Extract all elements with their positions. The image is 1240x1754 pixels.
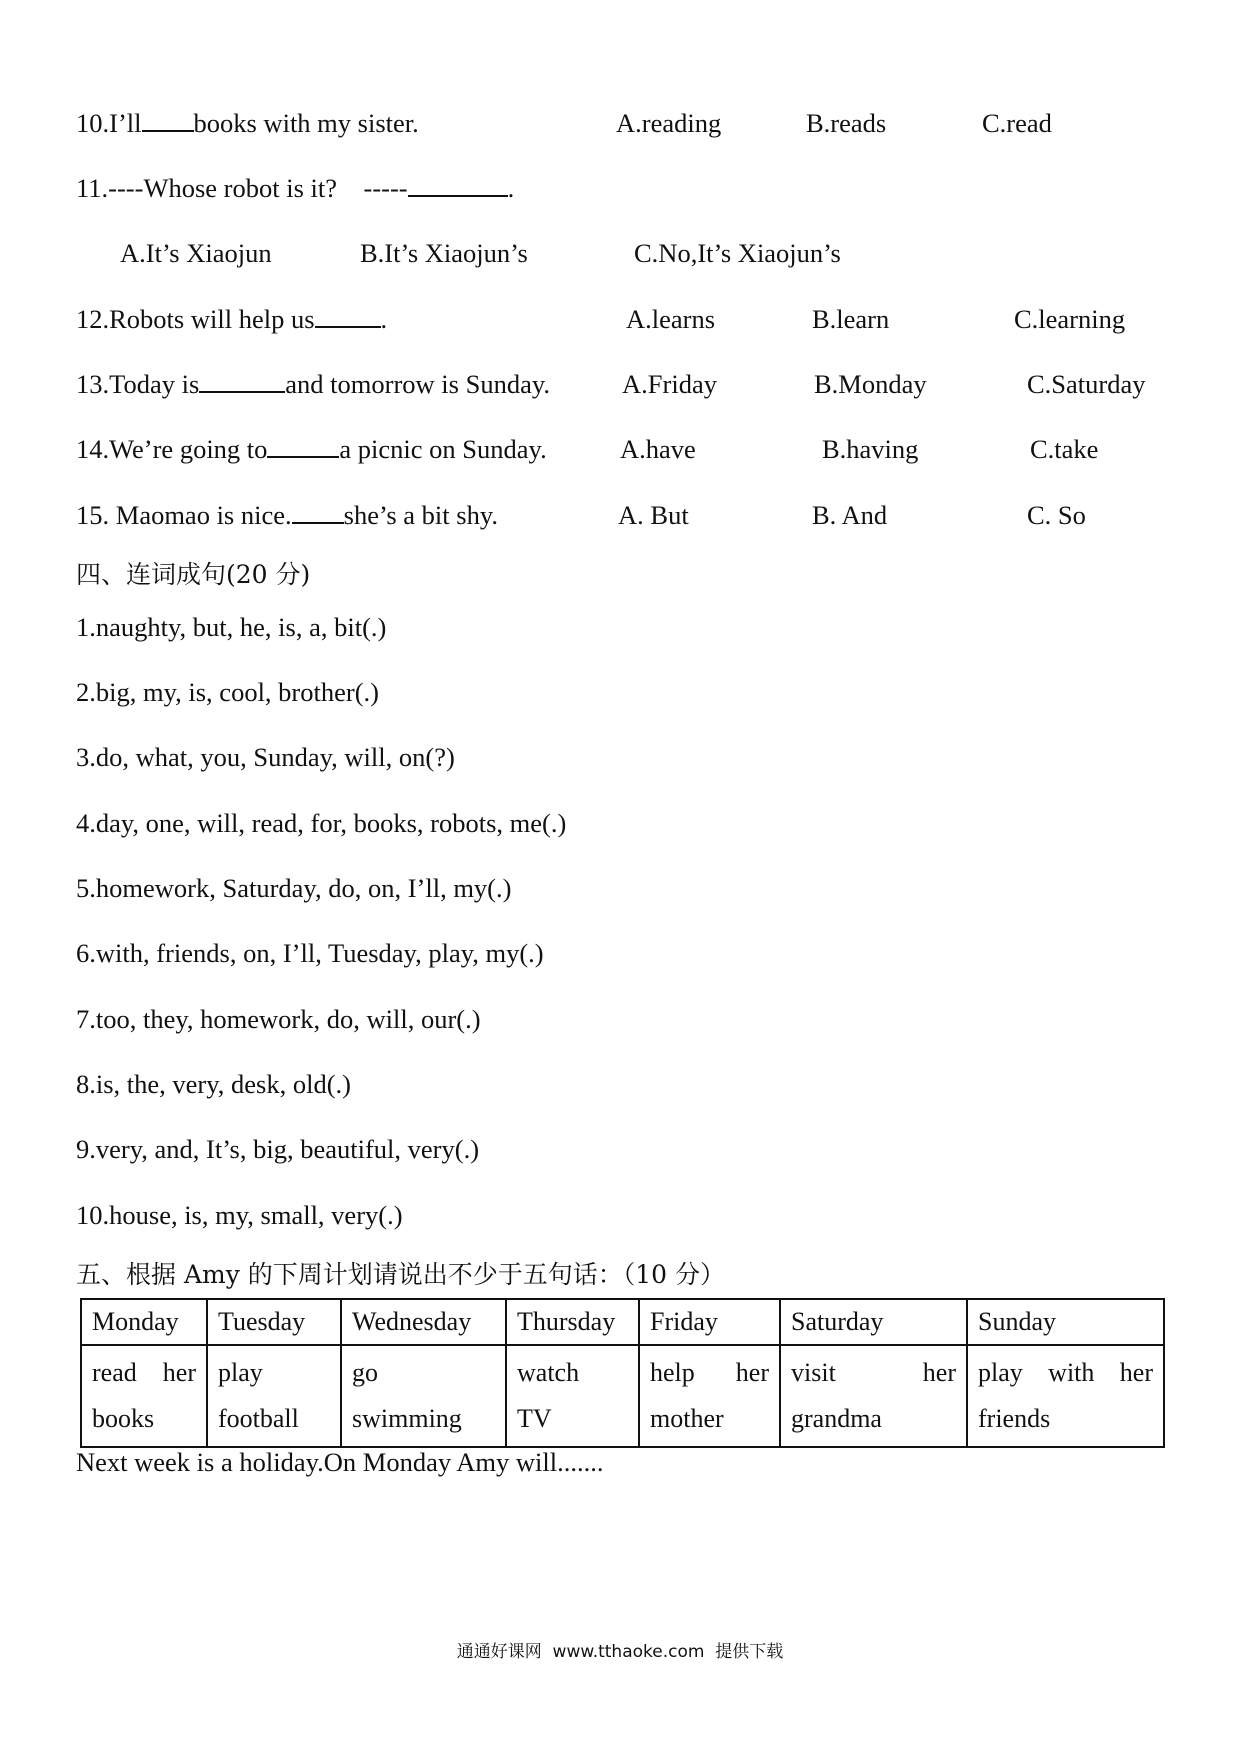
question-10 bbox=[76, 106, 419, 140]
section-4-item: 6.with, friends, on, I’ll, Tuesday, play, my(.) bbox=[76, 938, 544, 968]
option-a: A.reading bbox=[616, 108, 722, 138]
option-b: B.reads bbox=[806, 108, 887, 138]
option-a: A.learns bbox=[626, 304, 716, 334]
plan-cell: help her mother bbox=[639, 1345, 780, 1447]
question-15 bbox=[76, 498, 498, 532]
option-c: C.take bbox=[1030, 434, 1099, 464]
option-a: A.have bbox=[620, 434, 696, 464]
plan-cell: visit her grandma bbox=[780, 1345, 967, 1447]
question-text: 13.Today is bbox=[76, 369, 200, 399]
option-c: C.Saturday bbox=[1027, 369, 1146, 399]
footer-text: 通通好课网 www.tthaoke.com 提供下载 bbox=[456, 1642, 784, 1662]
option-c: C.learning bbox=[1014, 304, 1126, 334]
answer-blank bbox=[267, 432, 339, 458]
option-b: B.learn bbox=[812, 304, 890, 334]
option-c: C.read bbox=[982, 108, 1052, 138]
section-4-item: 5.homework, Saturday, do, on, I’ll, my(.) bbox=[76, 873, 512, 903]
option-b: B. And bbox=[812, 500, 888, 530]
question-text: books with my sister. bbox=[193, 108, 419, 138]
question-text: a picnic on Sunday. bbox=[339, 434, 547, 464]
section-4-item: 7.too, they, homework, do, will, our(.) bbox=[76, 1004, 481, 1034]
question-text: 14.We’re going to bbox=[76, 434, 268, 464]
answer-blank bbox=[142, 106, 194, 132]
option-a: A.It’s Xiaojun bbox=[120, 238, 272, 268]
plan-cell: watch TV bbox=[506, 1345, 639, 1447]
section-4-item: 9.very, and, It’s, big, beautiful, very(.) bbox=[76, 1134, 480, 1164]
question-text: 12.Robots will help us bbox=[76, 304, 315, 334]
answer-blank bbox=[199, 367, 285, 393]
answer-blank bbox=[292, 498, 344, 524]
weekly-plan-table bbox=[80, 1298, 1165, 1448]
section-5-title: 五、根据 Amy 的下周计划请说出不少于五句话：（10 分） bbox=[76, 1260, 726, 1289]
option-c: C. So bbox=[1027, 500, 1086, 530]
question-text: . bbox=[380, 304, 388, 334]
day-header: Tuesday bbox=[207, 1299, 341, 1345]
section-4-item: 2.big, my, is, cool, brother(.) bbox=[76, 677, 379, 707]
day-header: Wednesday bbox=[341, 1299, 506, 1345]
table-row bbox=[81, 1345, 1164, 1447]
question-text: 11.----Whose robot is it? ----- bbox=[76, 173, 408, 203]
question-text: . bbox=[507, 173, 515, 203]
section-4-item: 8.is, the, very, desk, old(.) bbox=[76, 1069, 352, 1099]
section-4-item: 4.day, one, will, read, for, books, robots, me(.) bbox=[76, 808, 567, 838]
section-4-item: 3.do, what, you, Sunday, will, on(?) bbox=[76, 742, 455, 772]
question-text: 15. Maomao is nice. bbox=[76, 500, 292, 530]
page-footer bbox=[0, 1640, 1240, 1664]
day-header: Monday bbox=[81, 1299, 207, 1345]
writing-prompt: Next week is a holiday.On Monday Amy will....... bbox=[76, 1447, 604, 1477]
question-text: she’s a bit shy. bbox=[343, 500, 498, 530]
option-c: C.No,It’s Xiaojun’s bbox=[634, 238, 841, 268]
option-a: A.Friday bbox=[622, 369, 717, 399]
option-b: B.It’s Xiaojun’s bbox=[360, 238, 528, 268]
question-13 bbox=[76, 367, 550, 401]
question-12 bbox=[76, 302, 387, 336]
day-header: Saturday bbox=[780, 1299, 967, 1345]
day-header: Thursday bbox=[506, 1299, 639, 1345]
question-text: 10.I’ll bbox=[76, 108, 142, 138]
answer-blank bbox=[408, 171, 508, 197]
answer-blank bbox=[315, 302, 381, 328]
section-4-item: 10.house, is, my, small, very(.) bbox=[76, 1200, 403, 1230]
plan-cell: go swimming bbox=[341, 1345, 506, 1447]
day-header: Friday bbox=[639, 1299, 780, 1345]
table-header-row bbox=[81, 1299, 1164, 1345]
question-14 bbox=[76, 432, 547, 466]
section-4-item: 1.naughty, but, he, is, a, bit(.) bbox=[76, 612, 387, 642]
plan-cell: play with her friends bbox=[967, 1345, 1164, 1447]
plan-cell: play football bbox=[207, 1345, 341, 1447]
section-4-title: 四、连词成句(20 分) bbox=[76, 560, 311, 589]
option-a: A. But bbox=[618, 500, 689, 530]
question-11 bbox=[76, 171, 514, 205]
option-b: B.having bbox=[822, 434, 919, 464]
plan-cell: read her books bbox=[81, 1345, 207, 1447]
day-header: Sunday bbox=[967, 1299, 1164, 1345]
question-text: and tomorrow is Sunday. bbox=[285, 369, 551, 399]
option-b: B.Monday bbox=[814, 369, 927, 399]
